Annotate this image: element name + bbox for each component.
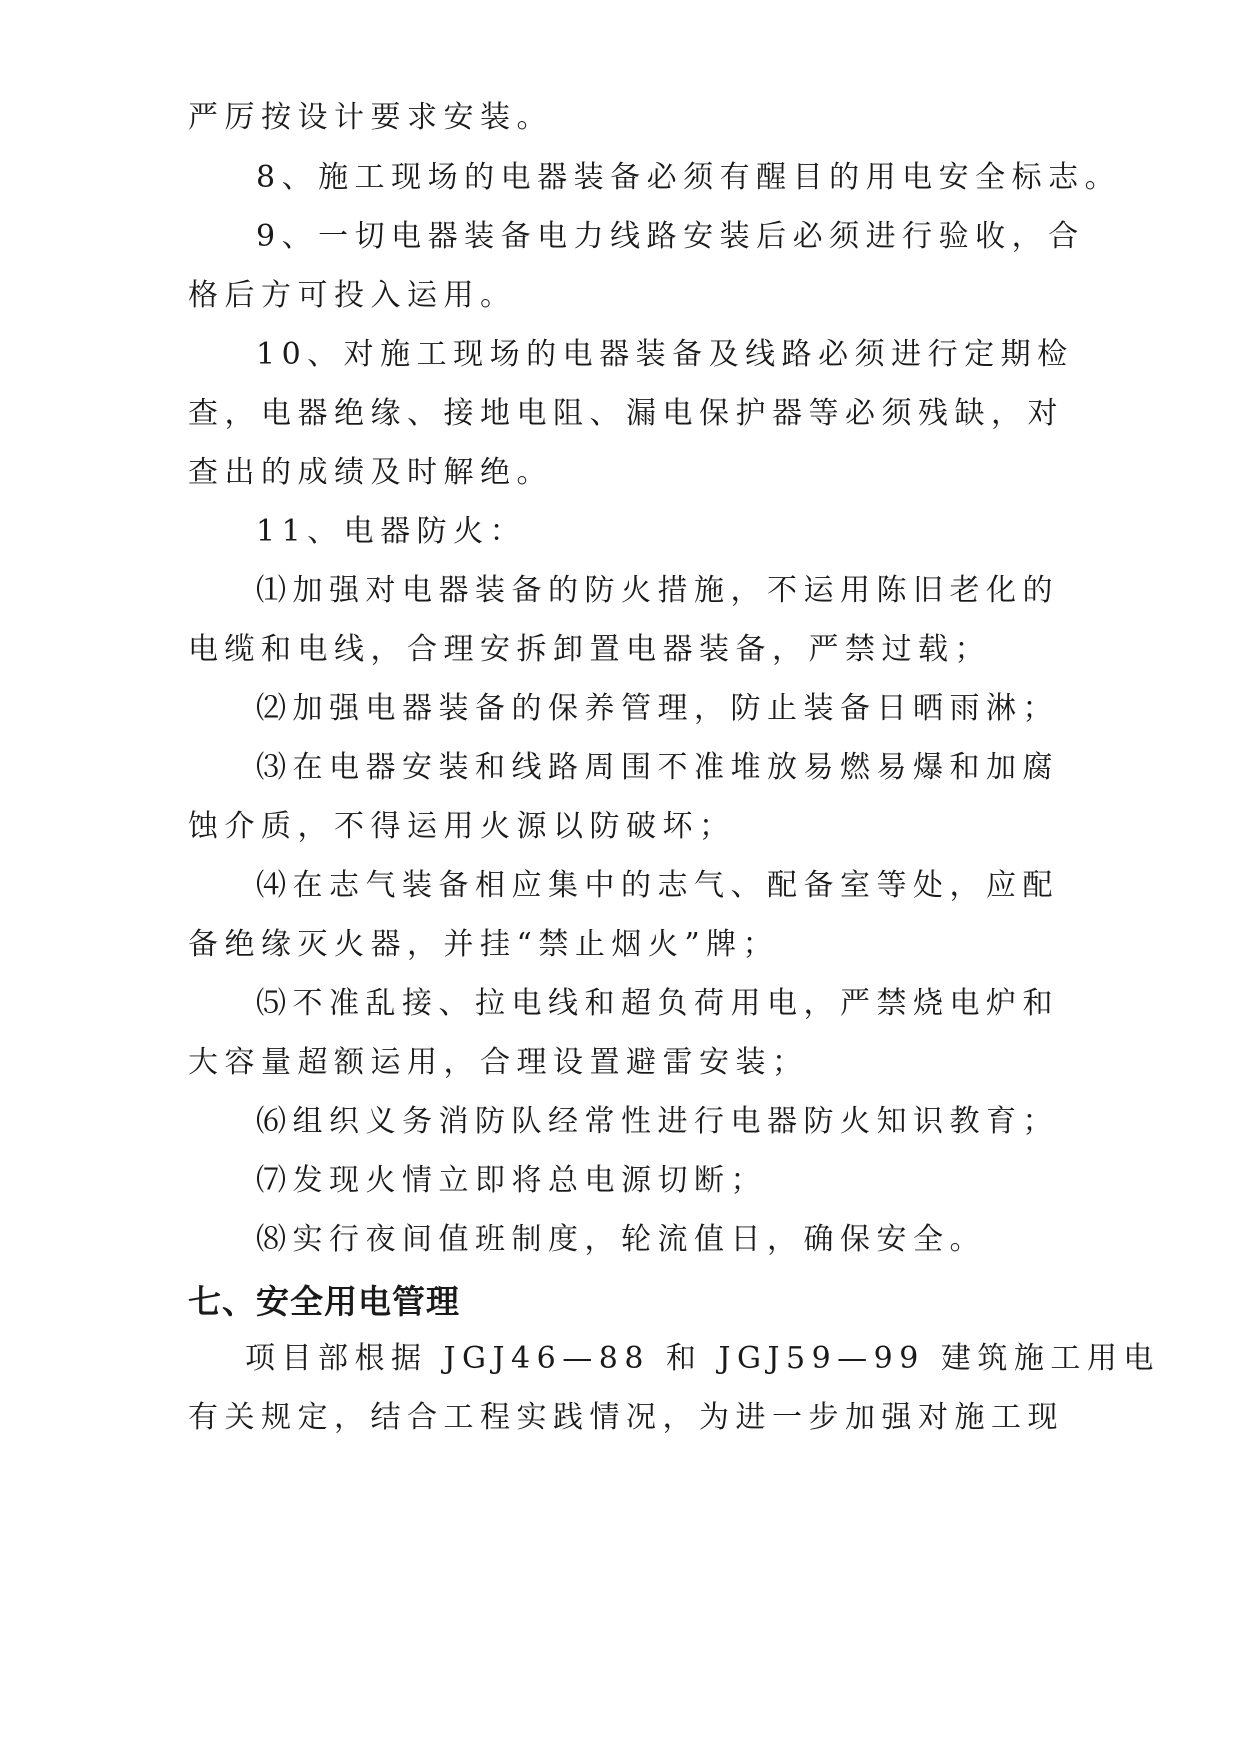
text-line: 备绝缘灭火器，并挂“禁止烟火”牌； xyxy=(188,927,780,962)
text-line: 查，电器绝缘、接地电阻、漏电保护器等必须残缺，对 xyxy=(188,396,1064,431)
text-line: ⑵加强电器装备的保养管理，防止装备日晒雨淋； xyxy=(256,691,1059,726)
section-heading: 七、安全用电管理 xyxy=(188,1282,460,1321)
text-line: ⑴加强对电器装备的防火措施，不运用陈旧老化的 xyxy=(256,573,1059,608)
text-line: 有关规定，结合工程实践情况，为进一步加强对施工现 xyxy=(188,1400,1064,1435)
text-line: 8、施工现场的电器装备必须有醒目的用电安全标志。 xyxy=(256,160,1122,195)
text-line: 蚀介质，不得运用火源以防破坏； xyxy=(188,809,736,844)
text-line: 11、电器防火： xyxy=(256,514,527,549)
text-line: 格后方可投入运用。 xyxy=(188,278,517,313)
text-line: 9、一切电器装备电力线路安装后必须进行验收，合 xyxy=(256,219,1085,254)
text-line: ⑻实行夜间值班制度，轮流值日，确保安全。 xyxy=(256,1222,986,1257)
text-line: 项目部根据 JGJ46—88 和 JGJ59—99 建筑施工用电 xyxy=(245,1341,1160,1376)
text-line: ⑶在电器安装和线路周围不准堆放易燃易爆和加腐 xyxy=(256,750,1059,785)
text-line: 电缆和电线，合理安拆卸置电器装备，严禁过载； xyxy=(188,632,991,667)
text-line: ⑹组织义务消防队经常性进行电器防火知识教育； xyxy=(256,1104,1059,1139)
text-line: 查出的成绩及时解绝。 xyxy=(188,455,553,490)
text-line: ⑺发现火情立即将总电源切断； xyxy=(256,1163,767,1198)
text-line: 严厉按设计要求安装。 xyxy=(188,100,553,135)
text-line: ⑸不准乱接、拉电线和超负荷用电，严禁烧电炉和 xyxy=(256,986,1059,1021)
text-line: ⑷在志气装备相应集中的志气、配备室等处，应配 xyxy=(256,868,1059,903)
text-line: 大容量超额运用，合理设置避雷安装； xyxy=(188,1045,809,1080)
text-line: 10、对施工现场的电器装备及线路必须进行定期检 xyxy=(256,337,1074,372)
